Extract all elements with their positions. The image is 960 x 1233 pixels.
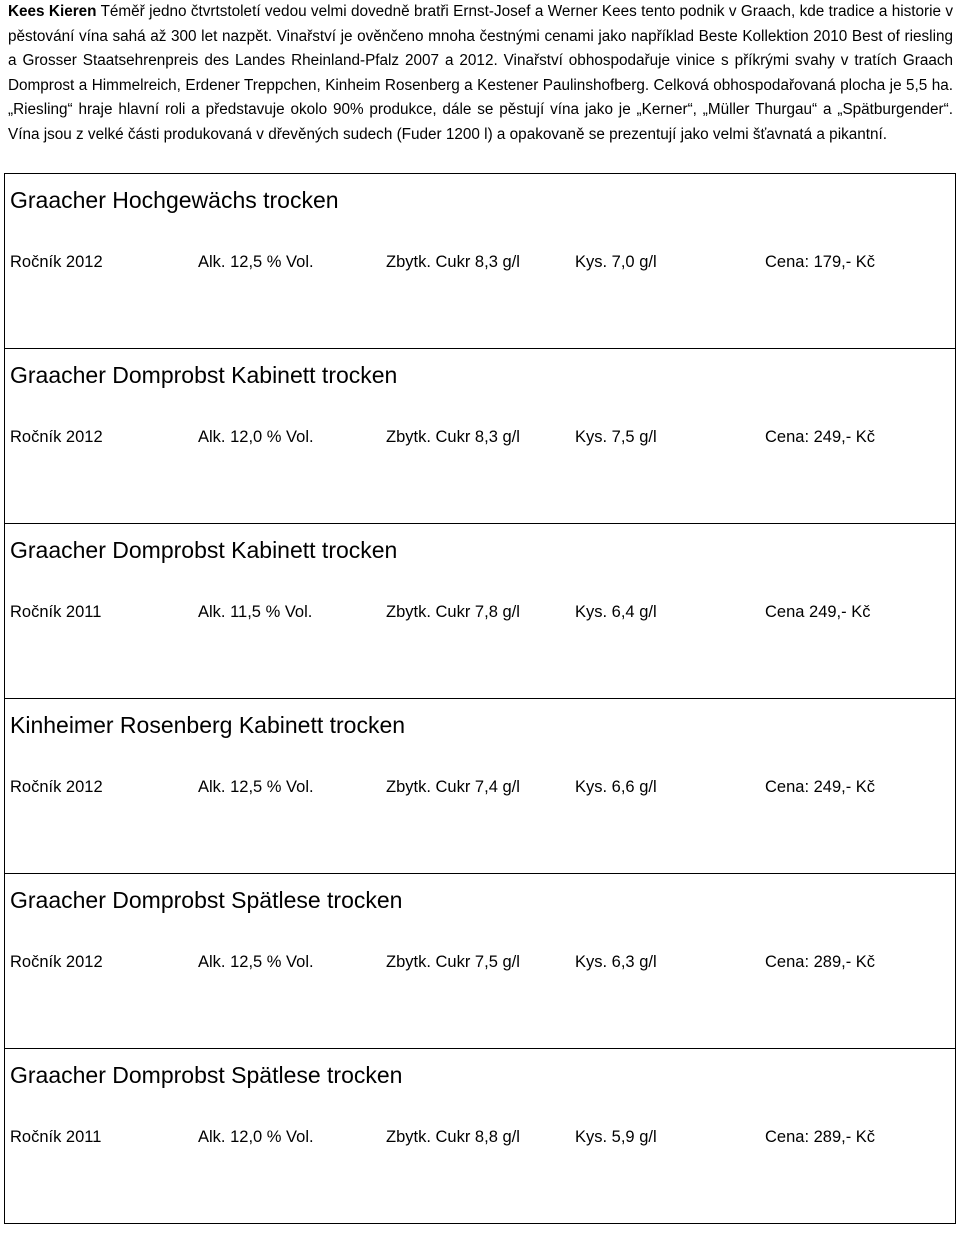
wine-residual-sugar: Zbytk. Cukr 7,5 g/l	[386, 953, 520, 971]
wine-list-table	[4, 173, 956, 1224]
wine-details	[5, 422, 955, 452]
wine-name: Graacher Hochgewächs trocken	[10, 187, 339, 213]
wine-alcohol: Alk. 12,5 % Vol.	[198, 778, 314, 796]
wine-acidity: Kys. 6,4 g/l	[575, 603, 657, 621]
wine-details	[5, 772, 955, 802]
wine-cell	[5, 1049, 956, 1224]
wine-residual-sugar: Zbytk. Cukr 7,4 g/l	[386, 778, 520, 796]
wine-cell	[5, 699, 956, 874]
wine-price: Cena: 289,- Kč	[765, 1128, 876, 1146]
wine-acidity: Kys. 5,9 g/l	[575, 1128, 657, 1146]
wine-price: Cena: 289,- Kč	[765, 953, 876, 971]
wine-acidity: Kys. 6,3 g/l	[575, 953, 657, 971]
wine-row	[5, 349, 956, 524]
wine-acidity: Kys. 6,6 g/l	[575, 778, 657, 796]
wine-alcohol: Alk. 12,0 % Vol.	[198, 1128, 314, 1146]
wine-cell	[5, 174, 956, 349]
wine-row	[5, 174, 956, 349]
wine-alcohol: Alk. 12,5 % Vol.	[198, 253, 314, 271]
wine-name: Kinheimer Rosenberg Kabinett trocken	[10, 712, 406, 738]
wine-alcohol: Alk. 11,5 % Vol.	[198, 603, 313, 621]
wine-price: Cena: 179,- Kč	[765, 253, 876, 271]
wine-price: Cena: 249,- Kč	[765, 778, 876, 796]
producer-name: Kees Kieren	[8, 3, 97, 20]
wine-details	[5, 947, 955, 977]
wine-name: Graacher Domprobst Spätlese trocken	[10, 887, 403, 913]
wine-vintage: Ročník 2012	[10, 953, 103, 971]
wine-row	[5, 874, 956, 1049]
wine-residual-sugar: Zbytk. Cukr 7,8 g/l	[386, 603, 520, 621]
wine-residual-sugar: Zbytk. Cukr 8,3 g/l	[386, 253, 520, 271]
wine-row	[5, 524, 956, 699]
wine-residual-sugar: Zbytk. Cukr 8,3 g/l	[386, 428, 520, 446]
wine-cell	[5, 874, 956, 1049]
wine-row	[5, 699, 956, 874]
wine-price: Cena: 249,- Kč	[765, 428, 876, 446]
wine-acidity: Kys. 7,5 g/l	[575, 428, 657, 446]
wine-vintage: Ročník 2012	[10, 253, 103, 271]
wine-vintage: Ročník 2011	[10, 603, 102, 621]
wine-name: Graacher Domprobst Spätlese trocken	[10, 1062, 403, 1088]
wine-name: Graacher Domprobst Kabinett trocken	[10, 362, 398, 388]
wine-price: Cena 249,- Kč	[765, 603, 871, 621]
wine-details	[5, 597, 955, 627]
wine-vintage: Ročník 2012	[10, 428, 103, 446]
wine-details	[5, 247, 955, 277]
wine-alcohol: Alk. 12,5 % Vol.	[198, 953, 314, 971]
wine-vintage: Ročník 2011	[10, 1128, 102, 1146]
wine-residual-sugar: Zbytk. Cukr 8,8 g/l	[386, 1128, 520, 1146]
wine-acidity: Kys. 7,0 g/l	[575, 253, 657, 271]
wine-alcohol: Alk. 12,0 % Vol.	[198, 428, 314, 446]
wine-cell	[5, 349, 956, 524]
producer-text: Téměř jedno čtvrtstoletí vedou velmi dovedně bratři Ernst-Josef a Werner Kees tento podnik v Graach, kde tradice a historie v pěstování vína sahá až 300 let nazpět. Vinařství je ověnčeno mnoha čestnými cenami jako například Beste Kollektion 2010 Best of riesling a Grosser Staatsehrenpreis des Landes Rheinland-Pfalz 2007 a 2012. Vinařství obhospodařuje vinice s příkrými svahy v tratích Graach Domprost a Himmelreich, Erdener Treppchen, Kinheim Rosenberg a Kestener Paulinshofberg. Celková obhospodařovaná plocha je 5,5 ha. „Riesling“ hraje hlavní roli a představuje okolo 90% produkce, dále se pěstují vína jako je „Kerner“, „Müller Thurgau“ a „Spätburgender“. Vína jsou z velké části produkovaná v dřevěných sudech (Fuder 1200 l) a opakovaně se prezentují jako velmi šťavnatá a pikantní.	[8, 3, 953, 143]
wine-vintage: Ročník 2012	[10, 778, 103, 796]
wine-name: Graacher Domprobst Kabinett trocken	[10, 537, 398, 563]
wine-cell	[5, 524, 956, 699]
wine-details	[5, 1122, 955, 1152]
producer-description	[8, 0, 953, 147]
wine-row	[5, 1049, 956, 1224]
